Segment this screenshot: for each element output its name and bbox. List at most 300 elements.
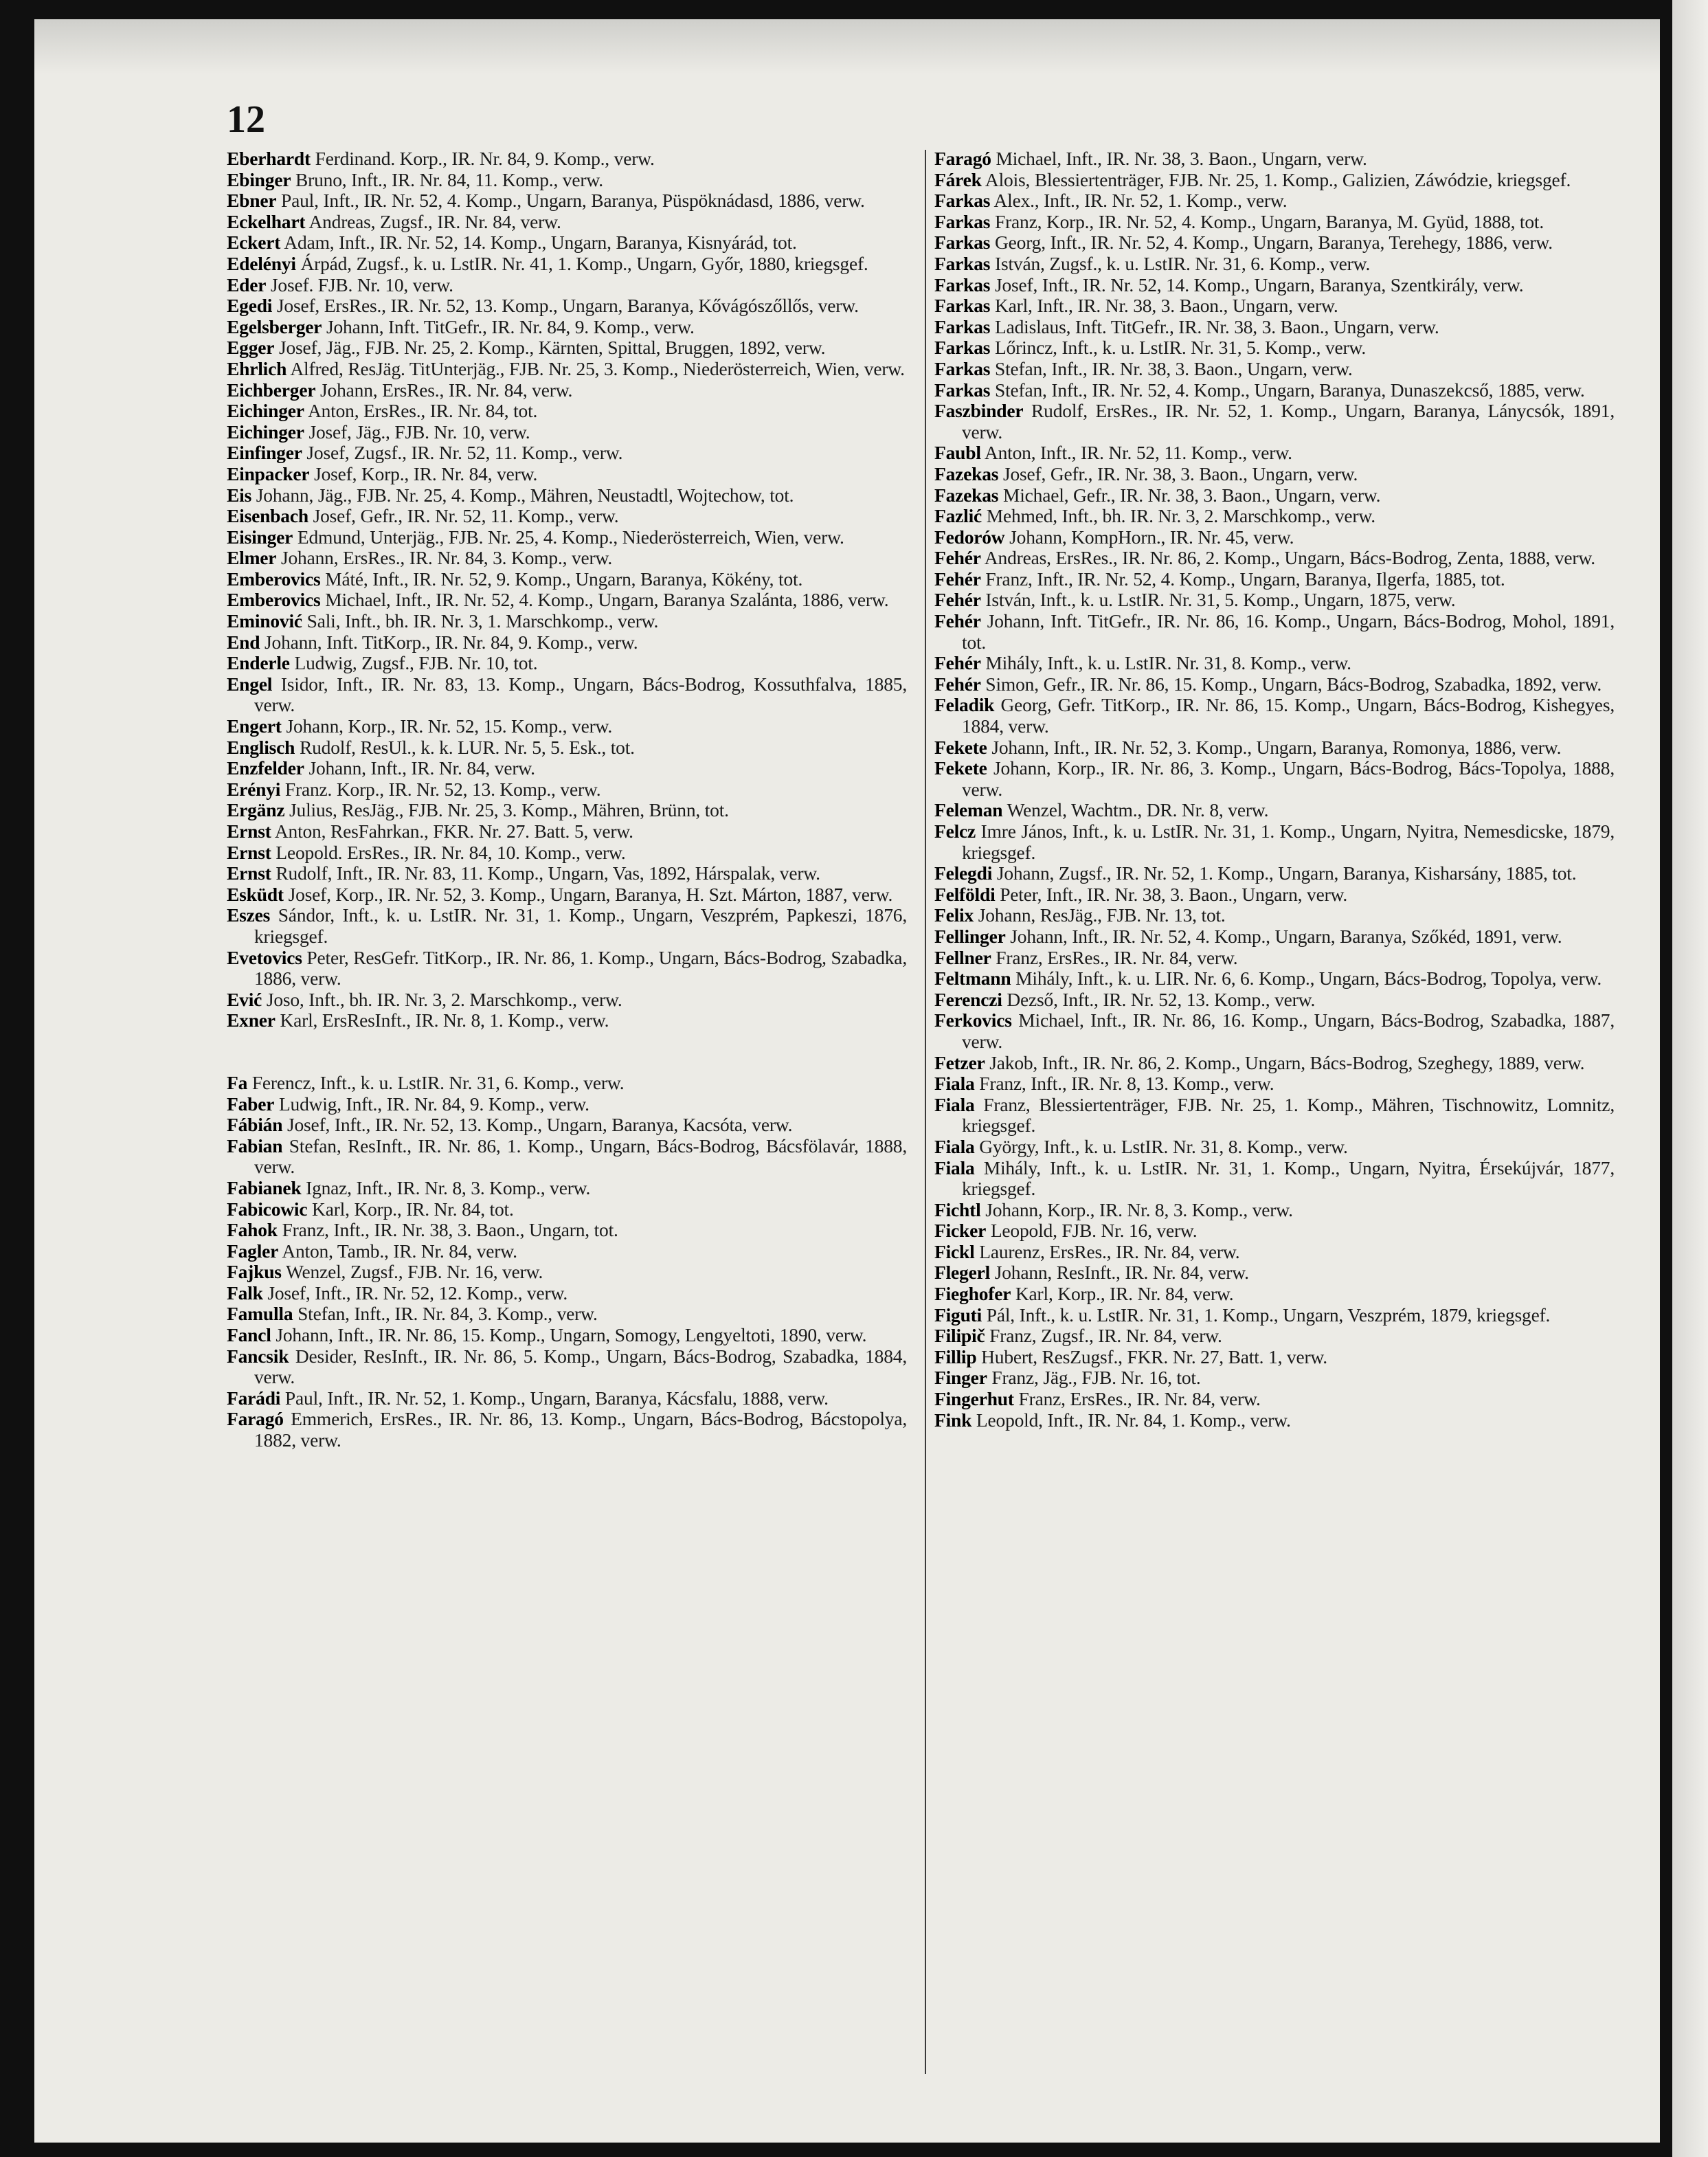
entry-surname: Enzfelder <box>227 757 304 779</box>
register-entry <box>934 485 1615 506</box>
entry-surname: Engel <box>227 673 273 695</box>
entry-surname: Fazekas <box>934 462 999 484</box>
entry-details: Josef, Gefr., IR. Nr. 52, 11. Komp., verw. <box>308 505 619 527</box>
entry-surname: Emberovics <box>227 568 321 590</box>
entry-surname: Fancl <box>227 1324 271 1346</box>
register-entry <box>227 1283 907 1304</box>
register-entry <box>227 275 907 296</box>
entry-surname: Flegerl <box>934 1262 991 1284</box>
register-entry <box>227 527 907 548</box>
entry-details: Josef. FJB. Nr. 10, verw. <box>266 273 453 295</box>
entry-details: Anton, Tamb., IR. Nr. 84, verw. <box>278 1240 517 1262</box>
entry-surname: Felföldi <box>934 883 996 905</box>
register-entry <box>934 1158 1615 1200</box>
entry-surname: Ferenczi <box>934 988 1002 1010</box>
register-entry <box>227 1346 907 1388</box>
register-entry <box>227 317 907 338</box>
entry-surname: Eichinger <box>227 421 304 443</box>
entry-details: Franz, Inft., IR. Nr. 38, 3. Baon., Ungarn, tot. <box>277 1219 618 1241</box>
entry-surname: Ehrlich <box>227 357 287 379</box>
entry-details: Peter, ResGefr. TitKorp., IR. Nr. 86, 1. Komp., Ungarn, Bács-Bodrog, Szabadka, 1886, verw. <box>254 946 907 990</box>
left-column <box>227 148 907 1451</box>
entry-surname: Fiala <box>934 1093 975 1115</box>
register-entry <box>227 716 907 737</box>
entry-details: Sándor, Inft., k. u. LstIR. Nr. 31, 1. Komp., Ungarn, Veszprém, Papkeszi, 1876, kriegsgef. <box>254 904 907 947</box>
register-entry <box>934 737 1615 759</box>
register-entry <box>934 212 1615 233</box>
entry-details: Johann, Jäg., FJB. Nr. 25, 4. Komp., Mähren, Neustadtl, Wojtechow, tot. <box>251 484 794 506</box>
entry-details: Johann, ErsRes., IR. Nr. 84, 3. Komp., verw. <box>276 547 613 569</box>
entry-details: Johann, Inft., IR. Nr. 52, 3. Komp., Ungarn, Baranya, Romonya, 1886, verw. <box>987 736 1562 758</box>
entry-details: Josef, Zugsf., IR. Nr. 52, 11. Komp., verw. <box>302 442 623 464</box>
entry-details: Alex., Inft., IR. Nr. 52, 1. Komp., verw. <box>990 190 1288 212</box>
entry-details: Josef, Jäg., FJB. Nr. 10, verw. <box>304 421 530 443</box>
entry-details: Emmerich, ErsRes., IR. Nr. 86, 13. Komp., Ungarn, Bács-Bodrog, Bácstopolya, 1882, verw. <box>254 1408 907 1451</box>
register-entry <box>227 1010 907 1031</box>
register-entry <box>934 758 1615 800</box>
register-entry <box>934 884 1615 906</box>
entry-details: Jakob, Inft., IR. Nr. 86, 2. Komp., Ungarn, Bács-Bodrog, Szeghegy, 1889, verw. <box>985 1051 1585 1073</box>
entry-details: Imre János, Inft., k. u. LstIR. Nr. 31, 1. Komp., Ungarn, Nyitra, Nemesdicske, 1879, kriegsgef. <box>962 820 1615 863</box>
entry-details: Johann, Korp., IR. Nr. 86, 3. Komp., Ungarn, Bács-Bodrog, Bács-Topolya, 1888, verw. <box>962 757 1615 800</box>
entry-surname: Figuti <box>934 1304 982 1326</box>
register-entry <box>227 569 907 590</box>
entry-details: Julius, ResJäg., FJB. Nr. 25, 3. Komp., Mähren, Brünn, tot. <box>284 799 729 821</box>
register-entry <box>934 611 1615 653</box>
entry-details: Josef, Inft., IR. Nr. 52, 12. Komp., verw. <box>262 1282 568 1304</box>
entry-details: Georg, Gefr. TitKorp., IR. Nr. 86, 15. Komp., Ungarn, Bács-Bodrog, Kishegyes, 1884, verw. <box>962 694 1615 737</box>
entry-surname: Ferkovics <box>934 1009 1012 1031</box>
entry-details: Ludwig, Zugsf., FJB. Nr. 10, tot. <box>289 652 538 674</box>
register-entry <box>227 1115 907 1136</box>
entry-surname: Fabian <box>227 1135 283 1156</box>
entry-details: Árpád, Zugsf., k. u. LstIR. Nr. 41, 1. Komp., Ungarn, Győr, 1880, kriegsgef. <box>295 252 868 274</box>
entry-surname: Ergänz <box>227 799 285 821</box>
letter-section-gap <box>227 1031 907 1073</box>
entry-details: Josef, Gefr., IR. Nr. 38, 3. Baon., Ungarn, verw. <box>998 462 1358 484</box>
entry-surname: Elmer <box>227 547 277 569</box>
entry-surname: Eisinger <box>227 526 293 548</box>
entry-surname: Einpacker <box>227 462 310 484</box>
entry-details: Johann, Zugsf., IR. Nr. 52, 1. Komp., Ungarn, Baranya, Kisharsány, 1885, tot. <box>992 862 1577 884</box>
entry-details: Ladislaus, Inft. TitGefr., IR. Nr. 38, 3. Baon., Ungarn, verw. <box>990 315 1439 337</box>
entry-surname: Fajkus <box>227 1261 282 1283</box>
entry-details: Sali, Inft., bh. IR. Nr. 3, 1. Marschkomp., verw. <box>302 610 659 632</box>
entry-details: Ludwig, Inft., IR. Nr. 84, 9. Komp., verw. <box>274 1093 589 1115</box>
register-entry <box>934 1284 1615 1305</box>
register-entry <box>227 148 907 170</box>
register-entry <box>227 548 907 569</box>
register-entry <box>227 905 907 947</box>
entry-details: Laurenz, ErsRes., IR. Nr. 84, verw. <box>974 1240 1240 1262</box>
register-entry <box>227 422 907 443</box>
entry-details: Stefan, Inft., IR. Nr. 52, 4. Komp., Ungarn, Baranya, Dunaszekcső, 1885, verw. <box>990 379 1585 401</box>
entry-details: Karl, Inft., IR. Nr. 38, 3. Baon., Ungarn, verw. <box>990 295 1338 317</box>
entry-surname: Eminović <box>227 610 302 632</box>
register-entry <box>934 1220 1615 1242</box>
entry-details: Franz, Inft., IR. Nr. 8, 13. Komp., verw. <box>974 1073 1274 1095</box>
entry-surname: Filipič <box>934 1325 985 1347</box>
register-entry <box>227 1199 907 1220</box>
entry-details: Franz. Korp., IR. Nr. 52, 13. Komp., verw. <box>280 778 601 800</box>
entry-details: Franz, Zugsf., IR. Nr. 84, verw. <box>985 1325 1222 1347</box>
entry-details: Stefan, ResInft., IR. Nr. 86, 1. Komp., Ungarn, Bács-Bodrog, Bácsfölavár, 1888, verw. <box>254 1135 907 1178</box>
entry-details: Michael, Inft., IR. Nr. 38, 3. Baon., Ungarn, verw. <box>991 148 1367 169</box>
entry-details: István, Zugsf., k. u. LstIR. Nr. 31, 6. Komp., verw. <box>990 252 1371 274</box>
register-entry <box>934 569 1615 590</box>
entry-surname: Fieghofer <box>934 1283 1011 1305</box>
entry-surname: Fedorów <box>934 526 1005 548</box>
entry-surname: Fa <box>227 1071 248 1093</box>
entry-surname: Emberovics <box>227 589 321 611</box>
entry-details: Pál, Inft., k. u. LstIR. Nr. 31, 1. Komp., Ungarn, Veszprém, 1879, kriegsgef. <box>982 1304 1551 1326</box>
entry-surname: Einfinger <box>227 442 302 464</box>
register-entry <box>227 800 907 821</box>
entry-details: Desider, ResInft., IR. Nr. 86, 5. Komp., Ungarn, Bács-Bodrog, Szabadka, 1884, verw. <box>254 1345 907 1388</box>
entry-surname: Eichberger <box>227 379 316 401</box>
entry-surname: Faubl <box>934 442 981 464</box>
entry-surname: Egger <box>227 337 275 359</box>
entry-surname: Esküdt <box>227 883 284 905</box>
entry-details: Hubert, ResZugsf., FKR. Nr. 27, Batt. 1, verw. <box>976 1345 1327 1367</box>
register-entry <box>934 170 1615 191</box>
entry-surname: Fancsik <box>227 1345 289 1367</box>
entry-details: Franz, ErsRes., IR. Nr. 84, verw. <box>991 946 1238 968</box>
entry-surname: Fabicowic <box>227 1198 308 1220</box>
entry-details: Michael, Inft., IR. Nr. 86, 16. Komp., Ungarn, Bács-Bodrog, Szabadka, 1887, verw. <box>962 1009 1615 1052</box>
entry-details: Alois, Blessiertenträger, FJB. Nr. 25, 1. Komp., Galizien, Záwódzie, kriegsgef. <box>981 168 1571 190</box>
entry-details: Johann, Korp., IR. Nr. 8, 3. Komp., verw. <box>980 1198 1293 1220</box>
entry-surname: Farkas <box>934 190 991 212</box>
entry-surname: Felegdi <box>934 862 993 884</box>
register-entry <box>934 905 1615 926</box>
entry-surname: Farkas <box>934 337 991 359</box>
register-entry <box>227 170 907 191</box>
register-entry <box>227 359 907 380</box>
register-entry <box>227 464 907 485</box>
entry-details: Karl, Korp., IR. Nr. 84, verw. <box>1011 1283 1234 1305</box>
register-entry <box>227 821 907 842</box>
entry-surname: Eckert <box>227 232 281 254</box>
entry-details: Michael, Gefr., IR. Nr. 38, 3. Baon., Ungarn, verw. <box>998 484 1381 506</box>
entry-surname: Faragó <box>227 1408 284 1430</box>
register-entry <box>934 1200 1615 1221</box>
entry-surname: Englisch <box>227 736 295 758</box>
register-entry <box>227 990 907 1011</box>
entry-details: Josef, Korp., IR. Nr. 52, 3. Komp., Ungarn, Baranya, H. Szt. Márton, 1887, verw. <box>283 883 893 905</box>
entry-surname: Ficker <box>934 1220 987 1242</box>
entry-surname: Erényi <box>227 778 281 800</box>
entry-surname: Egelsberger <box>227 315 322 337</box>
entry-details: Ferdinand. Korp., IR. Nr. 84, 9. Komp., verw. <box>310 148 655 169</box>
register-entry <box>934 1347 1615 1368</box>
entry-surname: Ernst <box>227 862 271 884</box>
register-entry <box>227 842 907 864</box>
entry-surname: Eckelhart <box>227 210 306 232</box>
entry-surname: Fahok <box>227 1219 278 1241</box>
register-entry <box>227 1136 907 1178</box>
entry-details: Anton, ErsRes., IR. Nr. 84, tot. <box>304 400 538 422</box>
entry-surname: Fehér <box>934 652 981 674</box>
entry-surname: Faragó <box>934 148 991 169</box>
register-entry <box>227 1241 907 1262</box>
entry-surname: Feleman <box>934 799 1003 821</box>
register-entry <box>934 1137 1615 1158</box>
register-entry <box>934 1053 1615 1074</box>
entry-surname: Faber <box>227 1093 275 1115</box>
register-entry <box>227 443 907 464</box>
entry-details: Johann, Inft. TitGefr., IR. Nr. 84, 9. Komp., verw. <box>322 315 695 337</box>
register-entry <box>227 1178 907 1199</box>
register-entry <box>934 1389 1615 1410</box>
register-entry <box>227 590 907 611</box>
register-entry <box>934 232 1615 254</box>
entry-details: Andreas, Zugsf., IR. Nr. 84, verw. <box>305 210 561 232</box>
register-entry <box>227 674 907 716</box>
register-entry <box>934 380 1615 401</box>
register-entry <box>227 1325 907 1346</box>
register-entry <box>227 380 907 401</box>
entry-surname: Ernst <box>227 841 271 863</box>
entry-details: Paul, Inft., IR. Nr. 52, 4. Komp., Ungarn, Baranya, Püspöknádasd, 1886, verw. <box>276 190 865 212</box>
register-entry <box>934 800 1615 821</box>
entry-surname: Fiala <box>934 1135 975 1157</box>
entry-surname: Farkas <box>934 273 991 295</box>
entry-surname: Falk <box>227 1282 263 1304</box>
entry-surname: Farkas <box>934 315 991 337</box>
register-entry <box>934 401 1615 443</box>
register-entry <box>934 190 1615 212</box>
entry-surname: Farkas <box>934 210 991 232</box>
register-entry <box>227 401 907 422</box>
entry-details: Edmund, Unterjäg., FJB. Nr. 25, 4. Komp., Niederösterreich, Wien, verw. <box>293 526 844 548</box>
register-entry <box>934 990 1615 1011</box>
entry-details: Johann, Inft. TitGefr., IR. Nr. 86, 16. Komp., Ungarn, Bács-Bodrog, Mohol, 1891, tot. <box>962 610 1615 653</box>
register-entry <box>227 337 907 359</box>
entry-surname: Fichtl <box>934 1198 981 1220</box>
entry-details: Leopold. ErsRes., IR. Nr. 84, 10. Komp., verw. <box>271 841 626 863</box>
entry-surname: Fagler <box>227 1240 279 1262</box>
register-entry <box>227 190 907 212</box>
entry-surname: Fábián <box>227 1114 283 1136</box>
entry-details: Johann, Inft., IR. Nr. 84, verw. <box>304 757 535 779</box>
entry-details: Simon, Gefr., IR. Nr. 86, 15. Komp., Ungarn, Bács-Bodrog, Szabadka, 1892, verw. <box>980 673 1602 695</box>
register-entry <box>934 821 1615 863</box>
entry-surname: Eisenbach <box>227 505 308 527</box>
register-entry <box>227 295 907 317</box>
entry-details: Paul, Inft., IR. Nr. 52, 1. Komp., Ungarn, Baranya, Kácsfalu, 1888, verw. <box>280 1387 829 1409</box>
entry-details: Mihály, Inft., k. u. LstIR. Nr. 31, 8. Komp., verw. <box>980 652 1351 674</box>
entry-details: Ferencz, Inft., k. u. LstIR. Nr. 31, 6. Komp., verw. <box>247 1071 625 1093</box>
register-entry <box>934 254 1615 275</box>
register-entry <box>227 632 907 653</box>
register-entry <box>934 926 1615 948</box>
register-entry <box>934 968 1615 990</box>
column-divider <box>925 150 926 2074</box>
register-entry <box>227 863 907 884</box>
register-entry <box>934 590 1615 611</box>
entry-surname: Ević <box>227 988 262 1010</box>
register-entry <box>227 1073 907 1094</box>
entry-details: Franz, Blessiertenträger, FJB. Nr. 25, 1. Komp., Mähren, Tischnowitz, Lomnitz, kriegsgef. <box>962 1093 1615 1137</box>
entry-details: Johann, Inft. TitKorp., IR. Nr. 84, 9. Komp., verw. <box>260 631 638 653</box>
entry-details: Johann, Inft., IR. Nr. 86, 15. Komp., Ungarn, Somogy, Lengyeltoti, 1890, verw. <box>271 1324 867 1346</box>
register-entry <box>934 1326 1615 1347</box>
entry-surname: Farkas <box>934 379 991 401</box>
entry-details: Wenzel, Zugsf., FJB. Nr. 16, verw. <box>281 1261 543 1283</box>
entry-details: Anton, Inft., IR. Nr. 52, 11. Komp., verw. <box>980 442 1292 464</box>
entry-details: Mehmed, Inft., bh. IR. Nr. 3, 2. Marschkomp., verw. <box>982 505 1375 527</box>
entry-surname: Engert <box>227 715 282 737</box>
entry-surname: Enderle <box>227 652 290 674</box>
register-entry <box>934 674 1615 695</box>
entry-surname: Fiala <box>934 1156 975 1178</box>
entry-details: Rudolf, Inft., IR. Nr. 83, 11. Komp., Ungarn, Vas, 1892, Hárspalak, verw. <box>271 862 820 884</box>
register-entry <box>227 1220 907 1241</box>
entry-surname: Faszbinder <box>934 400 1024 422</box>
entry-surname: Edelényi <box>227 252 296 274</box>
entry-surname: Fillip <box>934 1345 977 1367</box>
entry-details: Johann, Korp., IR. Nr. 52, 15. Komp., verw. <box>281 715 613 737</box>
register-entry <box>934 653 1615 674</box>
register-entry <box>934 863 1615 884</box>
register-entry <box>934 1095 1615 1137</box>
entry-details: Peter, Inft., IR. Nr. 38, 3. Baon., Ungarn, verw. <box>995 883 1348 905</box>
entry-details: Stefan, Inft., IR. Nr. 38, 3. Baon., Ungarn, verw. <box>990 357 1353 379</box>
register-entry <box>934 148 1615 170</box>
entry-details: Máté, Inft., IR. Nr. 52, 9. Komp., Ungarn, Baranya, Kökény, tot. <box>320 568 803 590</box>
entry-details: Johann, Inft., IR. Nr. 52, 4. Komp., Ungarn, Baranya, Szőkéd, 1891, verw. <box>1005 925 1562 947</box>
register-entry <box>934 1010 1615 1052</box>
entry-surname: Eis <box>227 484 252 506</box>
entry-surname: Fabianek <box>227 1176 302 1198</box>
entry-surname: Fazlić <box>934 505 982 527</box>
entry-details: Josef, Inft., IR. Nr. 52, 14. Komp., Ungarn, Baranya, Szentkirály, verw. <box>990 273 1524 295</box>
entry-surname: Farkas <box>934 252 991 274</box>
entry-surname: Eichinger <box>227 400 304 422</box>
entry-details: Andreas, ErsRes., IR. Nr. 86, 2. Komp., Ungarn, Bács-Bodrog, Zenta, 1888, verw. <box>980 547 1595 569</box>
entry-details: Josef, Jäg., FJB. Nr. 25, 2. Komp., Kärnten, Spittal, Bruggen, 1892, verw. <box>274 337 826 359</box>
entry-surname: Farkas <box>934 357 991 379</box>
register-entry <box>227 1409 907 1451</box>
register-entry <box>227 779 907 801</box>
register-entry <box>934 548 1615 569</box>
entry-surname: Finger <box>934 1367 987 1389</box>
entry-surname: Fellner <box>934 946 991 968</box>
register-entry <box>934 359 1615 380</box>
entry-surname: Farádi <box>227 1387 281 1409</box>
register-entry <box>227 611 907 632</box>
entry-details: Joso, Inft., bh. IR. Nr. 3, 2. Marschkomp., verw. <box>262 988 622 1010</box>
register-entry <box>934 1242 1615 1263</box>
entry-details: Franz, Korp., IR. Nr. 52, 4. Komp., Ungarn, Baranya, M. Gyüd, 1888, tot. <box>990 210 1544 232</box>
entry-surname: Fellinger <box>934 925 1006 947</box>
entry-details: Franz, ErsRes., IR. Nr. 84, verw. <box>1013 1388 1261 1410</box>
register-entry <box>227 948 907 990</box>
entry-surname: Eder <box>227 273 267 295</box>
entry-details: Josef, Korp., IR. Nr. 84, verw. <box>309 462 538 484</box>
entry-details: Anton, ResFahrkan., FKR. Nr. 27. Batt. 5, verw. <box>271 820 633 842</box>
entry-surname: Fickl <box>934 1240 975 1262</box>
entry-details: Josef, Inft., IR. Nr. 52, 13. Komp., Ungarn, Baranya, Kacsóta, verw. <box>282 1114 793 1136</box>
entry-surname: Ebner <box>227 190 277 212</box>
entry-details: Franz, Jäg., FJB. Nr. 16, tot. <box>987 1367 1201 1389</box>
register-entry <box>934 527 1615 548</box>
entry-surname: Evetovics <box>227 946 302 968</box>
register-entry <box>934 1305 1615 1326</box>
register-entry <box>934 695 1615 737</box>
entry-surname: End <box>227 631 260 653</box>
entry-details: Wenzel, Wachtm., DR. Nr. 8, verw. <box>1002 799 1269 821</box>
entry-details: Stefan, Inft., IR. Nr. 84, 3. Komp., verw. <box>293 1303 598 1325</box>
entry-details: Lőrincz, Inft., k. u. LstIR. Nr. 31, 5. Komp., verw. <box>990 337 1367 359</box>
entry-details: Mihály, Inft., k. u. LstIR. Nr. 31, 1. Komp., Ungarn, Nyitra, Érsekújvár, 1877, kriegsgef. <box>962 1156 1615 1200</box>
entry-details: Rudolf, ErsRes., IR. Nr. 52, 1. Komp., Ungarn, Baranya, Lánycsók, 1891, verw. <box>962 400 1615 443</box>
register-entry <box>934 1367 1615 1389</box>
register-entry <box>934 506 1615 527</box>
entry-details: Karl, Korp., IR. Nr. 84, tot. <box>307 1198 514 1220</box>
register-entry <box>227 506 907 527</box>
entry-surname: Famulla <box>227 1303 293 1325</box>
register-entry <box>934 948 1615 969</box>
register-entry <box>934 317 1615 338</box>
entry-details: Leopold, FJB. Nr. 16, verw. <box>986 1220 1198 1242</box>
adjacent-page-edge <box>1672 0 1708 2157</box>
entry-details: Johann, ErsRes., IR. Nr. 84, verw. <box>315 379 573 401</box>
entry-details: Leopold, Inft., IR. Nr. 84, 1. Komp., verw. <box>971 1409 1291 1431</box>
register-entry <box>227 758 907 779</box>
register-entry <box>227 1304 907 1325</box>
register-entry <box>227 1388 907 1409</box>
entry-details: Isidor, Inft., IR. Nr. 83, 13. Komp., Ungarn, Bács-Bodrog, Kossuthfalva, 1885, verw. <box>254 673 907 716</box>
entry-surname: Felcz <box>934 820 976 842</box>
entry-surname: Eszes <box>227 904 271 926</box>
entry-surname: Fazekas <box>934 484 999 506</box>
entry-details: Franz, Inft., IR. Nr. 52, 4. Komp., Ungarn, Baranya, Ilgerfa, 1885, tot. <box>980 568 1505 590</box>
entry-details: György, Inft., k. u. LstIR. Nr. 31, 8. Komp., verw. <box>974 1135 1348 1157</box>
register-entry <box>934 295 1615 317</box>
book-page <box>34 19 1660 2143</box>
entry-surname: Felix <box>934 904 974 926</box>
entry-surname: Fehér <box>934 610 981 632</box>
entry-details: Dezső, Inft., IR. Nr. 52, 13. Komp., verw. <box>1002 988 1316 1010</box>
entry-surname: Fehér <box>934 568 981 590</box>
entry-details: Johann, ResJäg., FJB. Nr. 13, tot. <box>974 904 1226 926</box>
register-entry <box>934 1073 1615 1095</box>
entry-details: István, Inft., k. u. LstIR. Nr. 31, 5. Komp., Ungarn, 1875, verw. <box>980 589 1456 611</box>
entry-details: Adam, Inft., IR. Nr. 52, 14. Komp., Ungarn, Baranya, Kisnyárád, tot. <box>280 232 797 254</box>
entry-surname: Fiala <box>934 1073 975 1095</box>
entry-surname: Fink <box>934 1409 972 1431</box>
entry-details: Ignaz, Inft., IR. Nr. 8, 3. Komp., verw. <box>301 1176 591 1198</box>
register-entry <box>227 1094 907 1115</box>
entry-details: Alfred, ResJäg. TitUnterjäg., FJB. Nr. 25, 3. Komp., Niederösterreich, Wien, verw. <box>286 357 905 379</box>
entry-surname: Egedi <box>227 295 273 317</box>
entry-details: Johann, KompHorn., IR. Nr. 45, verw. <box>1004 526 1294 548</box>
entry-surname: Fehér <box>934 589 981 611</box>
entry-details: Mihály, Inft., k. u. LIR. Nr. 6, 6. Komp., Ungarn, Bács-Bodrog, Topolya, verw. <box>1011 968 1602 990</box>
register-entry <box>227 254 907 275</box>
entry-surname: Fetzer <box>934 1051 985 1073</box>
entry-surname: Exner <box>227 1009 276 1031</box>
entry-surname: Feladik <box>934 694 995 716</box>
register-entry <box>934 1262 1615 1284</box>
page-number: 12 <box>227 98 265 141</box>
register-entry <box>227 653 907 674</box>
entry-surname: Fehér <box>934 547 981 569</box>
entry-surname: Fehér <box>934 673 981 695</box>
register-entry <box>934 337 1615 359</box>
